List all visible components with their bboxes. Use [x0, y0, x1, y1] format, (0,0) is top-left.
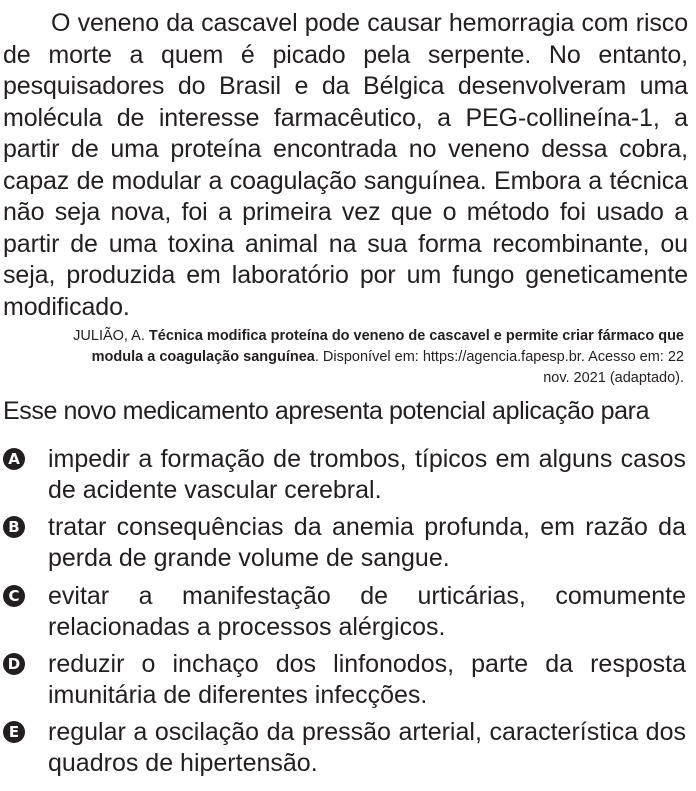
option-d-text: reduzir o inchaço dos linfonodos, parte da resposta imunitária de diferentes infecções.	[48, 650, 686, 709]
citation-source: . Disponível em: https://agencia.fapesp.br. Acesso em: 22 nov. 2021 (adaptado).	[314, 349, 684, 386]
option-a-letter-badge: A	[3, 448, 25, 470]
option-e-letter-badge: E	[3, 721, 25, 743]
citation	[64, 326, 684, 389]
passage-text: O veneno da cascavel pode causar hemorragia com risco de morte a quem é picado pela serpente. No entanto, pesquisadores do Brasil e da Bélgica desenvolveram uma molécula de interesse farmacêutico, a PEG-collineína-1, a partir de uma proteína encontrada no veneno dessa cobra, capaz de modular a coagulação sanguínea. Embora a técnica não seja nova, foi a primeira vez que o método foi usado a partir de uma toxina animal na sua forma recombinante, ou seja, produzida em laboratório por um fungo geneticamente modificado.	[3, 9, 688, 321]
citation-author: JULIÃO, A.	[73, 328, 149, 344]
option-d-letter-badge: D	[3, 653, 25, 675]
option-c-text: evitar a manifestação de urticárias, comumente relacionadas a processos alérgicos.	[48, 582, 686, 641]
option-b-letter-badge: B	[3, 516, 25, 538]
option-b-text: tratar consequências da anemia profunda, em razão da perda de grande volume de sangue.	[48, 513, 686, 572]
option-c-letter-badge: C	[3, 585, 25, 607]
option-a-text: impedir a formação de trombos, típicos em alguns casos de acidente vascular cerebral.	[48, 445, 686, 504]
citation-title: Técnica modifica proteína do veneno de cascavel e permite criar fármaco que modula a coagulação sanguínea	[91, 328, 684, 365]
option-e-text: regular a oscilação da pressão arterial, característica dos quadros de hipertensão.	[48, 718, 686, 777]
question-stem: Esse novo medicamento apresenta potencial aplicação para	[3, 397, 650, 425]
